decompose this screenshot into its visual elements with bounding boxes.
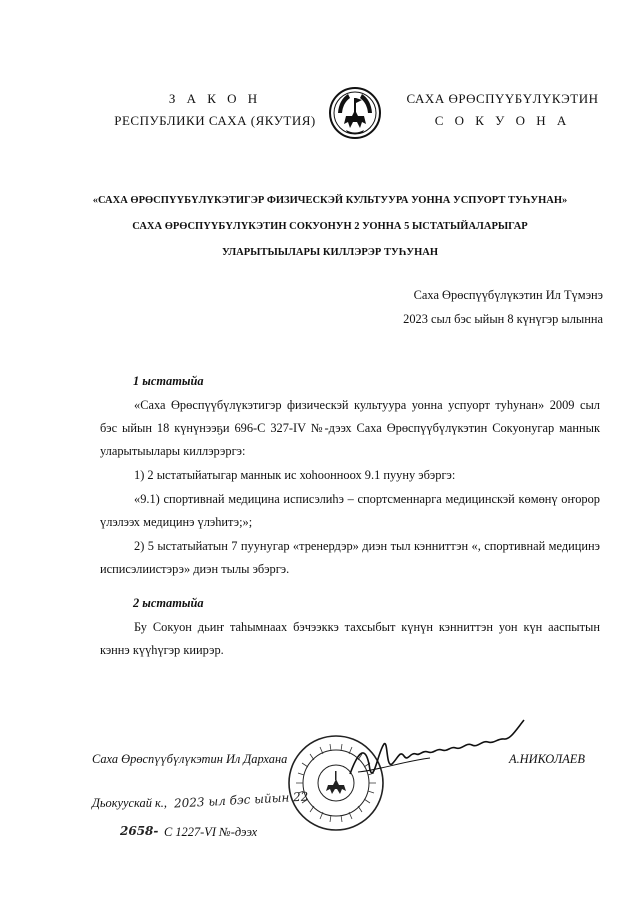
- signatory-name: А.НИКОЛАЕВ: [509, 752, 585, 766]
- signatory-position: Саха Өрөспүүбүлүкэтин Ил Дархана: [92, 752, 288, 766]
- coat-of-arms: [328, 86, 382, 140]
- document-title: [80, 188, 580, 266]
- adoption-note: [403, 283, 603, 331]
- header-left: [110, 88, 320, 132]
- footer-date-handwritten: 2023 ыл бэс ыйын 22: [173, 789, 309, 811]
- article-1-body: [100, 394, 600, 581]
- header-right: [395, 88, 610, 132]
- article-2-heading: 2 ыстатыйа: [133, 596, 204, 610]
- article-2-body: [100, 616, 600, 662]
- article-1-item-2: 2) 5 ыстатыйатын 7 пуунугар «тренердэр» диэн тыл кэнниттэн «, спортивнай медицинэ исписэлиистэрэ» диэн тылы эбэргэ.: [100, 539, 600, 576]
- article-1-item-1: 1) 2 ыстатыйатыгар маннык ис хоһоонноох 9.1 пууну эбэргэ:: [134, 468, 456, 482]
- title-line-2: САХА ӨРӨСПҮҮБҮЛҮКЭТИН СОКУОНУН 2 УОННА 5 ЫСТАТЫЙАЛАРЫГАР: [132, 221, 528, 232]
- republic-name-sakha: САХА ӨРӨСПҮҮБҮЛҮКЭТИН: [406, 91, 599, 106]
- article-1-quote: «9.1) спортивнай медицина исписэлиһэ – спортсменнарга медицинскэй көмөнү оҥорор үлэлээх медицинэ үлэһитэ;»;: [100, 492, 600, 529]
- article-2-paragraph: Бу Сокуон дьиҥ таһымнаах бэчээккэ тахсыбыт күнүн кэнниттэн уон күн ааспытын кэннэ күүһүгэр киирэр.: [100, 620, 600, 657]
- adoption-date: 2023 сыл бэс ыйын 8 күнүгэр ылынна: [403, 312, 603, 326]
- coat-of-arms-icon: [328, 86, 382, 140]
- title-line-1: «САХА ӨРӨСПҮҮБҮЛҮКЭТИГЭР ФИЗИЧЕСКЭЙ КУЛЬТУУРА УОННА УСПУОРТ ТУҺУНАН»: [92, 195, 568, 206]
- law-number: С 1227-VI №-дээх: [164, 825, 258, 839]
- republic-name-ru: РЕСПУБЛИКИ САХА (ЯКУТИЯ): [114, 113, 316, 128]
- footer-place: Дьокуускай к.,: [92, 796, 167, 810]
- law-label: З А К О Н: [168, 91, 262, 106]
- adopted-by: Саха Өрөспүүбүлүкэтин Ил Түмэнэ: [413, 288, 603, 302]
- law-label-sakha: С О К У О Н А: [434, 113, 571, 128]
- article-1-paragraph: «Саха Өрөспүүбүлүкэтигэр физическэй культуура уонна успуорт туһунан» 2009 сыл бэс ыйын 18 күнүнээҕи 696-С 327-IV №-дээх Саха Өрөспүүбүлүкэтин Сокуонугар маннык уларытыылары киллэрэргэ:: [100, 398, 600, 458]
- article-1-heading: 1 ыстатыйа: [133, 374, 204, 388]
- footer-number-handwritten: 2658-: [120, 824, 159, 838]
- title-line-3: УЛАРЫТЫЫЛАРЫ КИЛЛЭРЭР ТУҺУНАН: [222, 247, 438, 258]
